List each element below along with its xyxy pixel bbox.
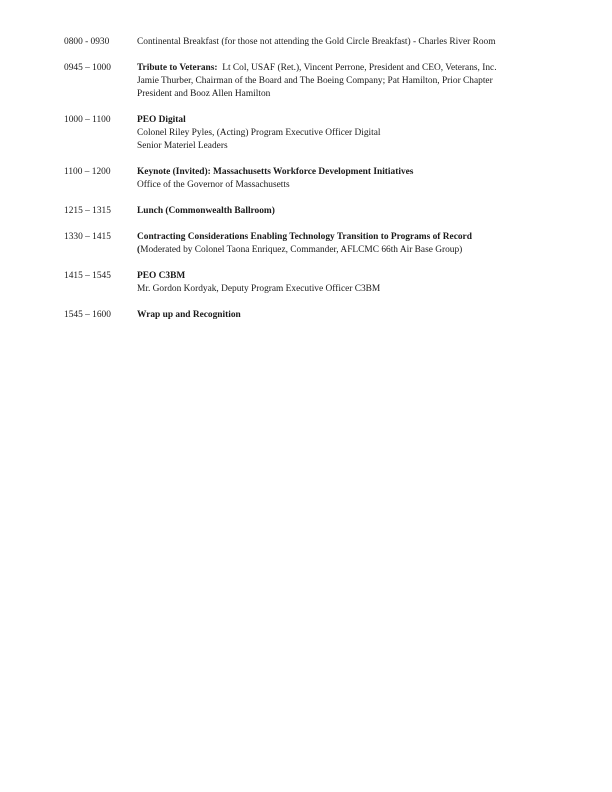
agenda-time: 1215 – 1315	[64, 206, 111, 216]
agenda-time: 1100 – 1200	[64, 167, 111, 177]
agenda-entry	[64, 309, 564, 322]
agenda-description: Continental Breakfast (for those not attending the Gold Circle Breakfast) - Charles River Room	[137, 37, 496, 47]
agenda-details	[137, 270, 564, 296]
agenda-time: 0945 – 1000	[64, 63, 111, 73]
agenda-details	[137, 166, 564, 192]
agenda-entry	[64, 62, 564, 101]
agenda-title: Tribute to Veterans:	[137, 63, 218, 73]
agenda-title: Wrap up and Recognition	[137, 310, 241, 320]
agenda-description: Senior Materiel Leaders	[137, 141, 228, 151]
agenda-line	[137, 62, 564, 75]
agenda-description: Moderated by Colonel Taona Enriquez, Commander, AFLCMC 66th Air Base Group)	[140, 245, 463, 255]
agenda-details	[137, 205, 564, 218]
agenda-description: Colonel Riley Pyles, (Acting) Program Executive Officer Digital	[137, 128, 381, 138]
agenda-details	[137, 231, 564, 257]
agenda-title: PEO Digital	[137, 115, 186, 125]
agenda-list	[64, 36, 564, 335]
agenda-title: Contracting Considerations Enabling Technology Transition to Programs of Record	[137, 232, 472, 242]
agenda-time: 1330 – 1415	[64, 232, 111, 242]
agenda-description: Mr. Gordon Kordyak, Deputy Program Executive Officer C3BM	[137, 284, 381, 294]
agenda-title: Lunch (Commonwealth Ballroom)	[137, 206, 275, 216]
agenda-details	[137, 309, 564, 322]
agenda-details	[137, 36, 564, 49]
agenda-title: Keynote (Invited): Massachusetts Workforce Development Initiatives	[137, 167, 414, 177]
agenda-time: 1415 – 1545	[64, 271, 111, 281]
agenda-details	[137, 114, 564, 153]
agenda-time: 1545 – 1600	[64, 310, 111, 320]
agenda-entry	[64, 36, 564, 49]
agenda-entry	[64, 114, 564, 153]
agenda-line	[137, 75, 564, 88]
agenda-description: Office of the Governor of Massachusetts	[137, 180, 290, 190]
agenda-description: President and Booz Allen Hamilton	[137, 89, 271, 99]
agenda-description: Jamie Thurber, Chairman of the Board and The Boeing Company; Pat Hamilton, Prior Chapter	[137, 76, 493, 86]
agenda-time: 1000 – 1100	[64, 115, 111, 125]
agenda-entry	[64, 205, 564, 218]
agenda-entry	[64, 270, 564, 296]
agenda-time: 0800 - 0930	[64, 37, 110, 47]
agenda-description: Lt Col, USAF (Ret.), Vincent Perrone, President and CEO, Veterans, Inc.	[217, 63, 497, 73]
agenda-paren: (	[137, 245, 141, 255]
agenda-entry	[64, 166, 564, 192]
agenda-details	[137, 62, 564, 101]
agenda-line	[137, 88, 564, 101]
agenda-line	[137, 36, 564, 49]
agenda-title: PEO C3BM	[137, 271, 186, 281]
agenda-entry	[64, 231, 564, 257]
agenda-line	[137, 244, 564, 257]
